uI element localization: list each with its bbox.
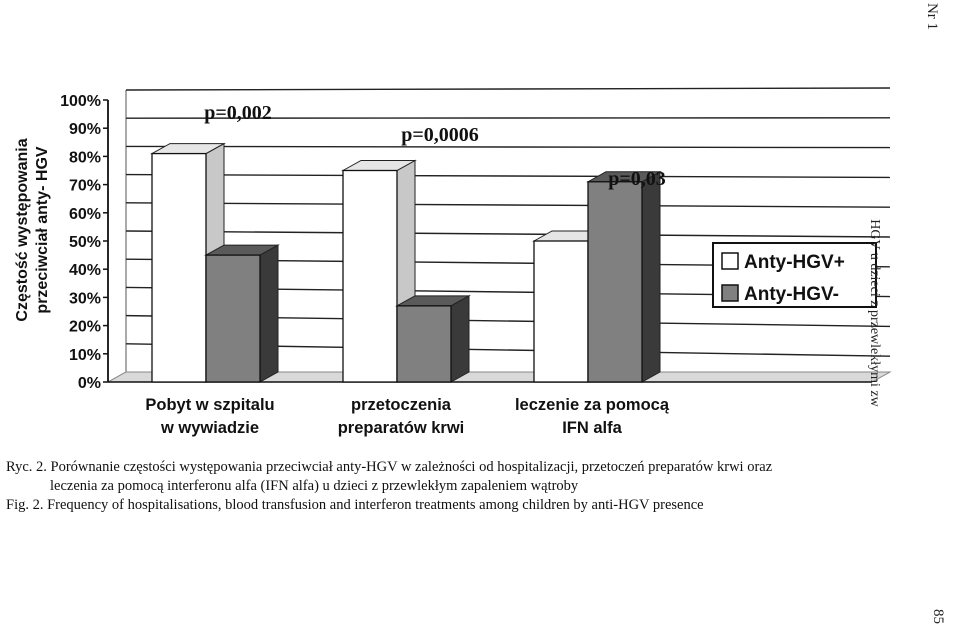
- y-axis-label: przeciwciał anty- HGV: [34, 146, 51, 314]
- x-category-label: w wywiadzie: [160, 419, 260, 437]
- gridline: [126, 146, 890, 147]
- y-tick-label: 40%: [68, 262, 101, 280]
- x-category-label: przetoczenia: [351, 396, 451, 414]
- bar-anty-hgv-minus: [588, 182, 642, 382]
- gridline: [126, 175, 890, 178]
- figure-caption-english: Fig. 2. Frequency of hospitalisations, blood transfusion and interferon treatments among children by anti-HGV presence: [6, 497, 704, 513]
- legend-swatch: [722, 285, 738, 301]
- figure-caption-polish-continued: leczenia za pomocą interferonu alfa (IFN alfa) u dzieci z przewlekłym zapaleniem wątroby: [50, 478, 579, 494]
- page-number: 85: [930, 609, 946, 624]
- journal-number: Nr 1: [924, 2, 941, 31]
- y-tick-label: 80%: [68, 149, 101, 167]
- x-category-label: Pobyt w szpitalu: [145, 396, 275, 414]
- y-axis-label: Częstość występowania: [14, 138, 31, 322]
- bar-anty-hgv-plus: [343, 171, 397, 383]
- x-category-label: IFN alfa: [562, 419, 622, 437]
- p-value-annotation: p=0,03: [608, 168, 666, 190]
- x-category-label: preparatów krwi: [337, 419, 465, 437]
- y-tick-label: 0%: [77, 375, 101, 392]
- bar-anty-hgv-plus: [152, 154, 206, 382]
- bar-anty-hgv-minus: [206, 255, 260, 382]
- legend-label: Anty-HGV+: [744, 252, 845, 273]
- gridline: [126, 231, 890, 237]
- back-wall-edge: [108, 90, 126, 382]
- p-value-annotation: p=0,002: [204, 102, 272, 124]
- p-value-annotation: p=0,0006: [401, 124, 479, 146]
- y-tick-label: 50%: [68, 234, 101, 251]
- figure-caption-polish: Ryc. 2. Porównanie częstości występowania przeciwciał anty-HGV w zależności od hospitalizacji, przetoczeń preparatów krwi oraz: [6, 459, 773, 475]
- y-tick-label: 90%: [68, 121, 101, 139]
- gridline: [126, 203, 890, 207]
- y-tick-label: 20%: [68, 318, 101, 336]
- bar-side-face: [260, 245, 278, 382]
- bar-side-face: [642, 172, 660, 382]
- legend-swatch: [722, 253, 738, 269]
- y-tick-label: 10%: [68, 346, 101, 364]
- running-head: HGV u dzieci z przewlekłymi zw: [866, 219, 882, 407]
- bar-side-face: [451, 296, 469, 382]
- legend-label: Anty-HGV-: [744, 284, 839, 305]
- bar-anty-hgv-plus: [534, 241, 588, 382]
- x-category-label: leczenie za pomocą: [514, 396, 670, 414]
- y-tick-label: 30%: [68, 290, 101, 308]
- y-tick-label: 60%: [68, 205, 101, 223]
- y-tick-label: 70%: [68, 177, 101, 195]
- gridline: [126, 88, 890, 90]
- bar-anty-hgv-minus: [397, 306, 451, 382]
- y-tick-label: 100%: [60, 93, 101, 110]
